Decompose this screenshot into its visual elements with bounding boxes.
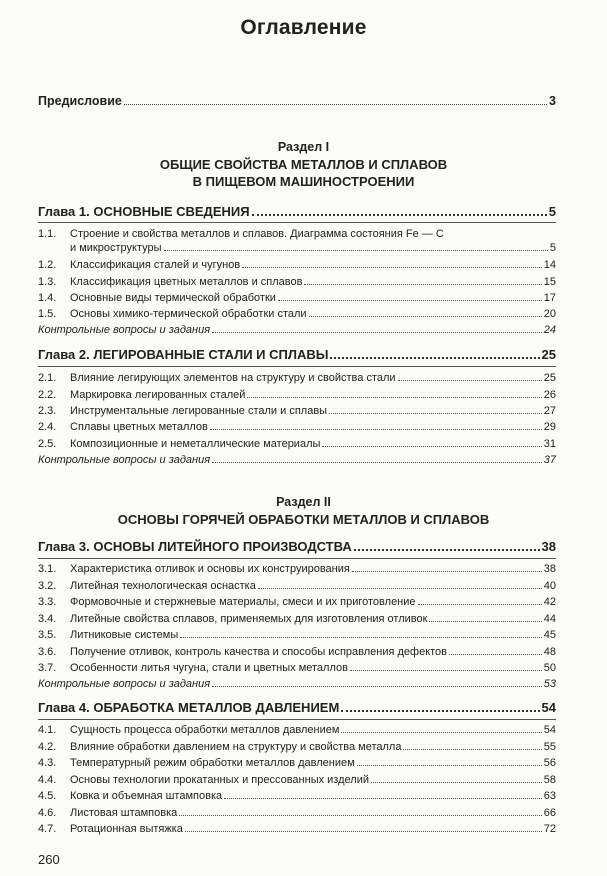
leader-dots — [180, 637, 542, 638]
entry-title-line1: Строение и свойства металлов и сплавов. Диаграмма состояния Fe — C — [70, 228, 444, 240]
entry-page: 25 — [543, 372, 556, 384]
leader-dots — [242, 267, 542, 268]
toc-entry[interactable] — [38, 789, 556, 803]
leader-dots — [322, 446, 541, 447]
entry-page: 29 — [543, 421, 556, 433]
toc-chapter-3[interactable] — [38, 539, 556, 554]
chapter-page: 54 — [541, 700, 556, 715]
review-title: Контрольные вопросы и задания — [38, 454, 211, 466]
entry-number: 2.2. — [38, 389, 57, 401]
leader-dots — [179, 815, 541, 816]
preface-page: 3 — [549, 94, 556, 108]
entry-number: 3.1. — [38, 563, 57, 575]
entry-title: Маркировка легированных сталей — [70, 389, 246, 401]
toc-review[interactable] — [38, 323, 556, 337]
leader-dots — [224, 798, 542, 799]
toc-entry[interactable] — [38, 371, 556, 385]
page-title: Оглавление — [240, 16, 367, 39]
toc-entry[interactable] — [38, 562, 556, 576]
toc-preface[interactable] — [38, 94, 556, 108]
toc-chapter-1[interactable] — [38, 204, 556, 219]
toc-entry[interactable] — [38, 773, 556, 787]
toc-entry[interactable] — [38, 388, 556, 402]
entry-title: Температурный режим обработки металлов давлением — [70, 757, 355, 769]
entry-number: 1.5. — [38, 308, 57, 320]
leader-dots — [210, 429, 542, 430]
entry-title: Классификация сталей и чугунов — [70, 259, 241, 271]
entry-title: Сущность процесса обработки металлов давлением — [70, 724, 340, 736]
entry-page: 27 — [543, 405, 556, 417]
entry-title: Ротационная вытяжка — [70, 823, 183, 835]
toc-chapter-2[interactable] — [38, 347, 556, 362]
toc-entry[interactable] — [38, 420, 556, 434]
entry-page: 40 — [543, 580, 556, 592]
toc-entry[interactable] — [38, 740, 556, 754]
toc-entry[interactable] — [38, 579, 556, 593]
entry-page: 56 — [543, 757, 556, 769]
review-page: 24 — [543, 324, 556, 336]
section-2-heading — [0, 494, 607, 528]
chapter-page: 5 — [548, 204, 556, 219]
entry-number: 4.4. — [38, 774, 57, 786]
entry-title: Влияние обработки давлением на структуру и свойства металла — [70, 741, 402, 753]
entry-title: Основы технологии прокатанных и прессованных изделий — [70, 774, 369, 786]
entry-number: 3.3. — [38, 596, 57, 608]
toc-review[interactable] — [38, 453, 556, 467]
entry-page: 26 — [543, 389, 556, 401]
toc-entry[interactable] — [38, 258, 556, 272]
entry-page: 31 — [543, 438, 556, 450]
leader-dots — [124, 104, 547, 105]
chapter-title: Глава 2. ЛЕГИРОВАННЫЕ СТАЛИ И СПЛАВЫ — [38, 347, 329, 362]
leader-dots — [185, 831, 542, 832]
preface-label: Предисловие — [38, 94, 122, 108]
leader-dots — [212, 332, 542, 333]
chapter-page: 25 — [541, 347, 556, 362]
entry-number: 4.7. — [38, 823, 57, 835]
entry-page: 58 — [543, 774, 556, 786]
entry-page: 72 — [543, 823, 556, 835]
entry-title: Литниковые системы — [70, 629, 179, 641]
toc-entry[interactable] — [38, 806, 556, 820]
chapter-title: Глава 1. ОСНОВНЫЕ СВЕДЕНИЯ — [38, 204, 250, 219]
entry-number: 1.1. — [38, 228, 57, 240]
leader-dots — [164, 250, 548, 251]
entry-number: 3.5. — [38, 629, 57, 641]
entry-title: Характеристика отливок и основы их конструирования — [70, 563, 350, 575]
entry-page: 14 — [543, 259, 556, 271]
entry-title: Классификация цветных металлов и сплавов — [70, 276, 303, 288]
toc-entry[interactable] — [38, 723, 556, 737]
entry-number: 1.3. — [38, 276, 57, 288]
entry-title: Формовочные и стержневые материалы, смеси и их приготовление — [70, 596, 416, 608]
leader-dots — [252, 214, 547, 216]
entry-page: 15 — [543, 276, 556, 288]
toc-entry[interactable] — [38, 595, 556, 609]
entry-number: 2.5. — [38, 438, 57, 450]
entry-title: Литейная технологическая оснастка — [70, 580, 256, 592]
chapter-rule — [38, 222, 556, 223]
toc-entry[interactable] — [38, 291, 556, 305]
leader-dots — [403, 749, 541, 750]
section-2-title-line1: ОСНОВЫ ГОРЯЧЕЙ ОБРАБОТКИ МЕТАЛЛОВ И СПЛАВОВ — [117, 512, 490, 527]
review-page: 53 — [543, 678, 556, 690]
entry-title: Ковка и объемная штамповка — [70, 790, 223, 802]
leader-dots — [212, 462, 542, 463]
entry-page: 66 — [543, 807, 556, 819]
leader-dots — [212, 686, 542, 687]
entry-title: Основные виды термической обработки — [70, 292, 276, 304]
entry-number: 3.4. — [38, 613, 57, 625]
entry-number: 3.7. — [38, 662, 57, 674]
leader-dots — [357, 765, 542, 766]
entry-number: 2.1. — [38, 372, 57, 384]
entry-number: 4.2. — [38, 741, 57, 753]
toc-entry[interactable] — [38, 628, 556, 642]
section-1-title-line1: ОБЩИЕ СВОЙСТВА МЕТАЛЛОВ И СПЛАВОВ — [159, 157, 448, 172]
leader-dots — [341, 732, 541, 733]
chapter-rule — [38, 558, 556, 559]
leader-dots — [429, 621, 541, 622]
entry-number: 4.1. — [38, 724, 57, 736]
entry-title: Особенности литья чугуна, стали и цветных металлов — [70, 662, 348, 674]
leader-dots — [258, 588, 542, 589]
entry-number: 2.3. — [38, 405, 57, 417]
leader-dots — [350, 670, 542, 671]
toc-entry[interactable] — [38, 227, 556, 255]
entry-number: 4.6. — [38, 807, 57, 819]
entry-page: 5 — [549, 242, 556, 254]
leader-dots — [352, 571, 542, 572]
entry-page: 42 — [543, 596, 556, 608]
review-page: 37 — [543, 454, 556, 466]
leader-dots — [330, 357, 539, 359]
entry-title: Получение отливок, контроль качества и способы исправления дефектов — [70, 646, 448, 658]
entry-page: 63 — [543, 790, 556, 802]
leader-dots — [371, 782, 542, 783]
leader-dots — [329, 413, 542, 414]
review-title: Контрольные вопросы и задания — [38, 324, 211, 336]
entry-number: 3.2. — [38, 580, 57, 592]
entry-number: 4.5. — [38, 790, 57, 802]
chapter-title: Глава 4. ОБРАБОТКА МЕТАЛЛОВ ДАВЛЕНИЕМ — [38, 700, 340, 715]
entry-title: Листовая штамповка — [70, 807, 178, 819]
entry-title: Композиционные и неметаллические материалы — [70, 438, 321, 450]
chapter-rule — [38, 719, 556, 720]
page-number: 260 — [38, 852, 60, 867]
leader-dots — [398, 380, 542, 381]
leader-dots — [341, 710, 539, 712]
toc-entry[interactable] — [38, 661, 556, 675]
leader-dots — [354, 549, 540, 551]
toc-entry[interactable] — [38, 822, 556, 836]
entry-page: 20 — [543, 308, 556, 320]
entry-title: Влияние легирующих элементов на структуру и свойства стали — [70, 372, 396, 384]
entry-number: 1.4. — [38, 292, 57, 304]
entry-page: 48 — [543, 646, 556, 658]
leader-dots — [418, 604, 542, 605]
chapter-rule — [38, 366, 556, 367]
entry-title: Литейные свойства сплавов, применяемых для изготовления отливок — [70, 613, 428, 625]
entry-page: 45 — [543, 629, 556, 641]
entry-number: 2.4. — [38, 421, 57, 433]
toc-chapter-4[interactable] — [38, 700, 556, 715]
leader-dots — [449, 654, 542, 655]
toc-entry[interactable] — [38, 437, 556, 451]
chapter-title: Глава 3. ОСНОВЫ ЛИТЕЙНОГО ПРОИЗВОДСТВА — [38, 539, 352, 554]
toc-review[interactable] — [38, 677, 556, 691]
entry-page: 55 — [543, 741, 556, 753]
entry-page: 54 — [543, 724, 556, 736]
leader-dots — [304, 284, 541, 285]
chapter-page: 38 — [541, 539, 556, 554]
review-title: Контрольные вопросы и задания — [38, 678, 211, 690]
entry-number: 4.3. — [38, 757, 57, 769]
toc-entry[interactable] — [38, 275, 556, 289]
leader-dots — [309, 316, 542, 317]
entry-page: 50 — [543, 662, 556, 674]
entry-title-line2: и микроструктуры — [70, 242, 162, 254]
toc-entry[interactable] — [38, 756, 556, 770]
section-2-label: Раздел II — [276, 495, 331, 509]
entry-number: 3.6. — [38, 646, 57, 658]
entry-page: 38 — [543, 563, 556, 575]
leader-dots — [278, 300, 542, 301]
toc-entry[interactable] — [38, 404, 556, 418]
leader-dots — [247, 397, 541, 398]
section-1-label: Раздел I — [277, 140, 330, 154]
entry-number: 1.2. — [38, 259, 57, 271]
section-1-title-line2: В ПИЩЕВОМ МАШИНОСТРОЕНИИ — [192, 174, 415, 189]
entry-title: Основы химико-термической обработки стали — [70, 308, 307, 320]
toc-entry[interactable] — [38, 307, 556, 321]
entry-title: Инструментальные легированные стали и сплавы — [70, 405, 328, 417]
entry-title: Сплавы цветных металлов — [70, 421, 208, 433]
toc-entry[interactable] — [38, 612, 556, 626]
section-1-heading — [0, 139, 607, 190]
entry-page: 17 — [543, 292, 556, 304]
toc-entry[interactable] — [38, 645, 556, 659]
entry-page: 44 — [543, 613, 556, 625]
